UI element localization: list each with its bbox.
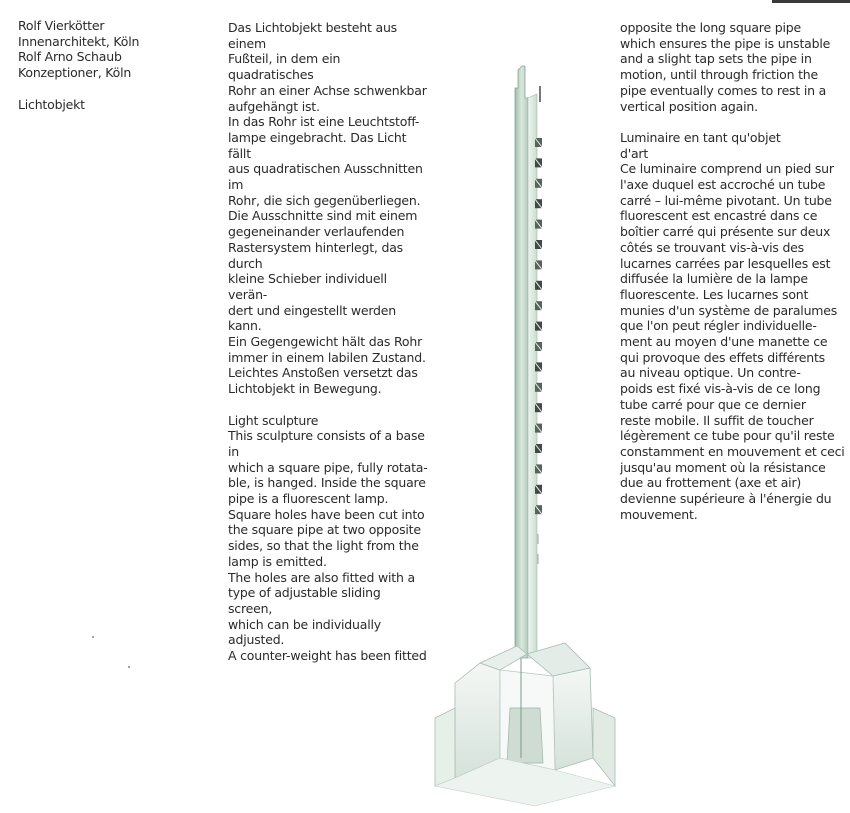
french-text-line: ment au moyen d'une manette ce (620, 334, 828, 350)
german-text-line: gegeneinander verlaufenden (228, 224, 405, 240)
french-text-line: reste mobile. Il suffit de toucher (620, 412, 814, 428)
french-description (620, 161, 846, 522)
english-text-line: opposite the long square pipe (620, 20, 801, 35)
german-text-line: Ein Gegengewicht hält das Rohr (228, 334, 423, 350)
german-text-line: lampe eingebracht. Das Licht fällt (228, 129, 407, 161)
french-text-line: fluorescent est encastré dans ce (620, 208, 818, 224)
credits-column (18, 18, 208, 112)
english-text-line: A counter-weight has been fitted (228, 648, 427, 664)
credit-role-1: Innenarchitekt, Köln (18, 33, 140, 49)
english-text-line: the square pipe at two opposite (228, 522, 421, 538)
english-text-line: vertical position again. (620, 98, 758, 114)
sculpture-base (435, 643, 615, 806)
french-text-line: carré – lui-même pivotant. Un tube (620, 192, 832, 208)
english-text-line: and a slight tap sets the pipe in (620, 51, 812, 67)
french-text-line: diffusée la lumière de la lampe (620, 271, 808, 287)
english-text-line: which ensures the pipe is unstable (620, 35, 831, 51)
english-text-line: lamp is emitted. (228, 553, 327, 569)
german-description (228, 20, 428, 397)
object-title: Lichtobjekt (18, 96, 85, 112)
german-text-line: aus quadratischen Ausschnitten im (228, 161, 423, 193)
german-text-line: Leichtes Anstoßen versetzt das (228, 365, 418, 381)
english-text-line: Square holes have been cut into (228, 506, 425, 522)
french-text-line: légèrement ce tube pour qu'il reste (620, 428, 835, 444)
credit-name-1: Rolf Vierkötter (18, 18, 105, 33)
text-column-middle (228, 20, 428, 664)
german-text-line: immer in einem labilen Zustand. (228, 349, 426, 365)
french-text-line: Ce luminaire comprend un pied sur (620, 161, 834, 177)
german-text-line: aufgehängt ist. (228, 98, 320, 114)
french-text-line: devienne supérieure à l'énergie du (620, 491, 832, 507)
german-text-line: dert und eingestellt werden kann. (228, 302, 397, 334)
light-sculpture-illustration (425, 58, 625, 808)
english-description (228, 428, 428, 664)
square-pipe (515, 66, 540, 658)
english-text-line: This sculpture consists of a base in (228, 428, 425, 459)
french-text-line: qui provoque des effets différents (620, 349, 825, 365)
french-heading (620, 130, 846, 161)
french-text-line: boîtier carré qui présente sur deux (620, 224, 831, 240)
french-text-line: mouvement. (620, 506, 698, 522)
french-heading-line: Luminaire en tant qu'objet (620, 129, 781, 145)
french-text-line: lucarnes carrées par lesquelles est (620, 255, 831, 271)
english-text-line: pipe eventually comes to rest in a (620, 82, 827, 98)
english-description-continued (620, 20, 846, 114)
paper-speck (128, 666, 130, 668)
english-text-line: type of adjustable sliding screen, (228, 585, 381, 616)
english-text-line: The holes are also fitted with a (228, 569, 415, 585)
german-text-line: Rohr an einer Achse schwenkbar (228, 82, 427, 98)
french-text-line: tube carré pour que ce dernier (620, 396, 806, 412)
german-text-line: Lichtobjekt in Bewegung. (228, 381, 382, 397)
text-column-right (620, 20, 846, 522)
english-text-line: pipe is a fluorescent lamp. (228, 491, 389, 507)
top-rule (772, 0, 850, 3)
german-text-line: Die Ausschnitte sind mit einem (228, 208, 418, 224)
french-text-line: due au frottement (axe et air) (620, 475, 802, 491)
french-text-line: côtés se trouvant vis-à-vis des (620, 239, 804, 255)
english-text-line: motion, until through friction the (620, 67, 818, 83)
french-heading-line: d'art (620, 145, 649, 161)
english-heading: Light sculpture (228, 412, 319, 428)
french-text-line: fluorescente. Les lucarnes sont (620, 286, 809, 302)
english-text-line: sides, so that the light from the (228, 538, 419, 554)
french-text-line: que l'on peut régler individuelle- (620, 318, 817, 334)
german-text-line: Fußteil, in dem ein quadratisches (228, 51, 341, 83)
german-text-line: Das Lichtobjekt besteht aus einem (228, 20, 397, 51)
english-text-line: ble, is hanged. Inside the square (228, 475, 426, 491)
credit-name-2: Rolf Arno Schaub (18, 49, 122, 65)
french-text-line: l'axe duquel est accroché un tube (620, 177, 826, 193)
german-text-line: Rastersystem hinterlegt, das durch (228, 239, 403, 271)
french-text-line: munies d'un système de paralumes (620, 302, 838, 318)
french-text-line: au niveau optique. Un contre- (620, 365, 801, 381)
german-text-line: In das Rohr ist eine Leuchtstoff- (228, 114, 420, 130)
french-text-line: jusqu'au moment où la résistance (620, 459, 826, 475)
english-text-line: which can be individually adjusted. (228, 616, 381, 648)
english-text-line: which a square pipe, fully rotata- (228, 459, 428, 475)
credit-role-2: Konzeptioner, Köln (18, 65, 132, 81)
german-text-line: Rohr, die sich gegenüberliegen. (228, 192, 421, 208)
paper-speck (92, 636, 94, 638)
french-text-line: poids est fixé vis-à-vis de ce long (620, 381, 821, 397)
german-text-line: kleine Schieber individuell verän- (228, 271, 387, 302)
french-text-line: constamment en mouvement et ceci (620, 443, 845, 459)
